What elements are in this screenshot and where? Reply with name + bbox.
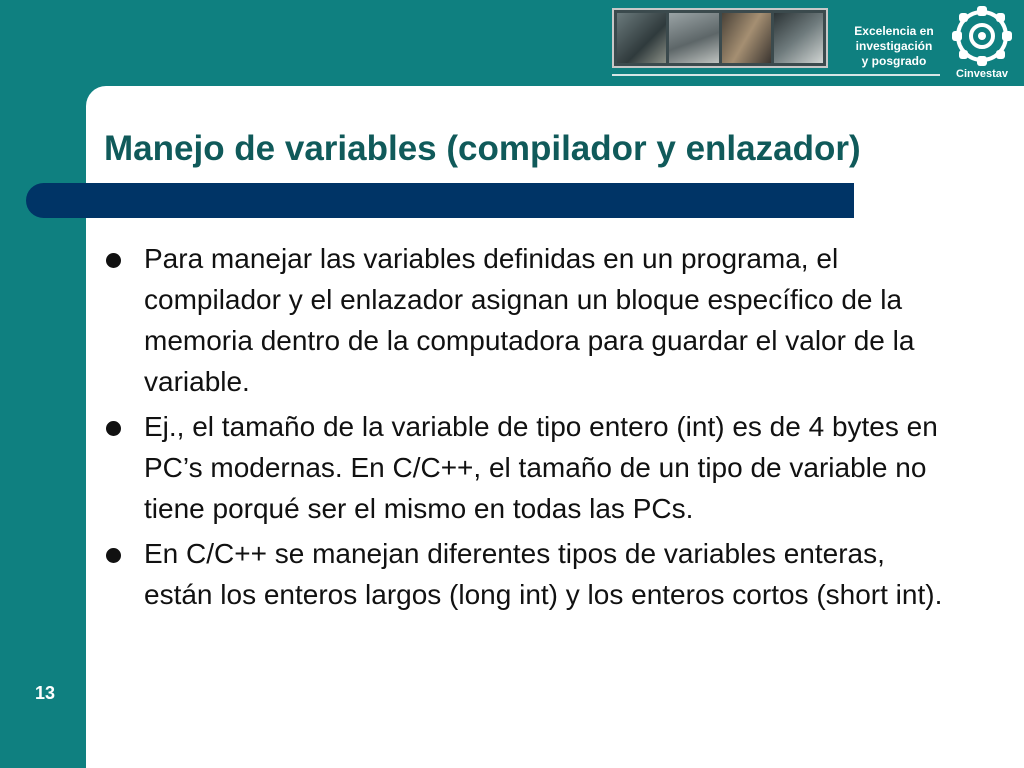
- bullet-text: Para manejar las variables definidas en un programa, el compilador y el enlazador asignan un bloque específico de la memoria dentro de la computadora para guardar el valor de la variable.: [144, 243, 915, 397]
- tagline-line: y posgrado: [861, 54, 927, 68]
- cinvestav-logo-icon: [946, 4, 1018, 68]
- lab-photo: [722, 13, 771, 63]
- institution-tagline: [840, 24, 948, 69]
- bullet-item: [100, 406, 960, 529]
- header-photo-strip: [612, 8, 828, 68]
- tagline-line: investigación: [855, 39, 933, 53]
- bullet-dot-icon: [106, 421, 121, 436]
- tagline-line: Excelencia en: [854, 24, 934, 38]
- slide-number: 13: [34, 683, 56, 703]
- bullet-dot-icon: [106, 253, 121, 268]
- bullet-item: [100, 533, 960, 615]
- bullet-text: En C/C++ se manejan diferentes tipos de variables enteras, están los enteros largos (long int) y los enteros cortos (short int).: [144, 538, 943, 610]
- lab-photo: [774, 13, 823, 63]
- lab-photo: [669, 13, 718, 63]
- header-divider: [612, 74, 940, 76]
- title-underline-bar: [26, 183, 854, 218]
- bullet-item: [100, 238, 960, 402]
- brand-name: Cinvestav: [956, 68, 1008, 80]
- slide-title: Manejo de variables (compilador y enlazador): [104, 129, 861, 168]
- lab-photo: [617, 13, 666, 63]
- bullet-text: Ej., el tamaño de la variable de tipo entero (int) es de 4 bytes en PC’s modernas. En C/C++, el tamaño de un tipo de variable no tiene porqué ser el mismo en todas las PCs.: [144, 411, 938, 524]
- bullet-dot-icon: [106, 548, 121, 563]
- bullet-list: [100, 238, 960, 619]
